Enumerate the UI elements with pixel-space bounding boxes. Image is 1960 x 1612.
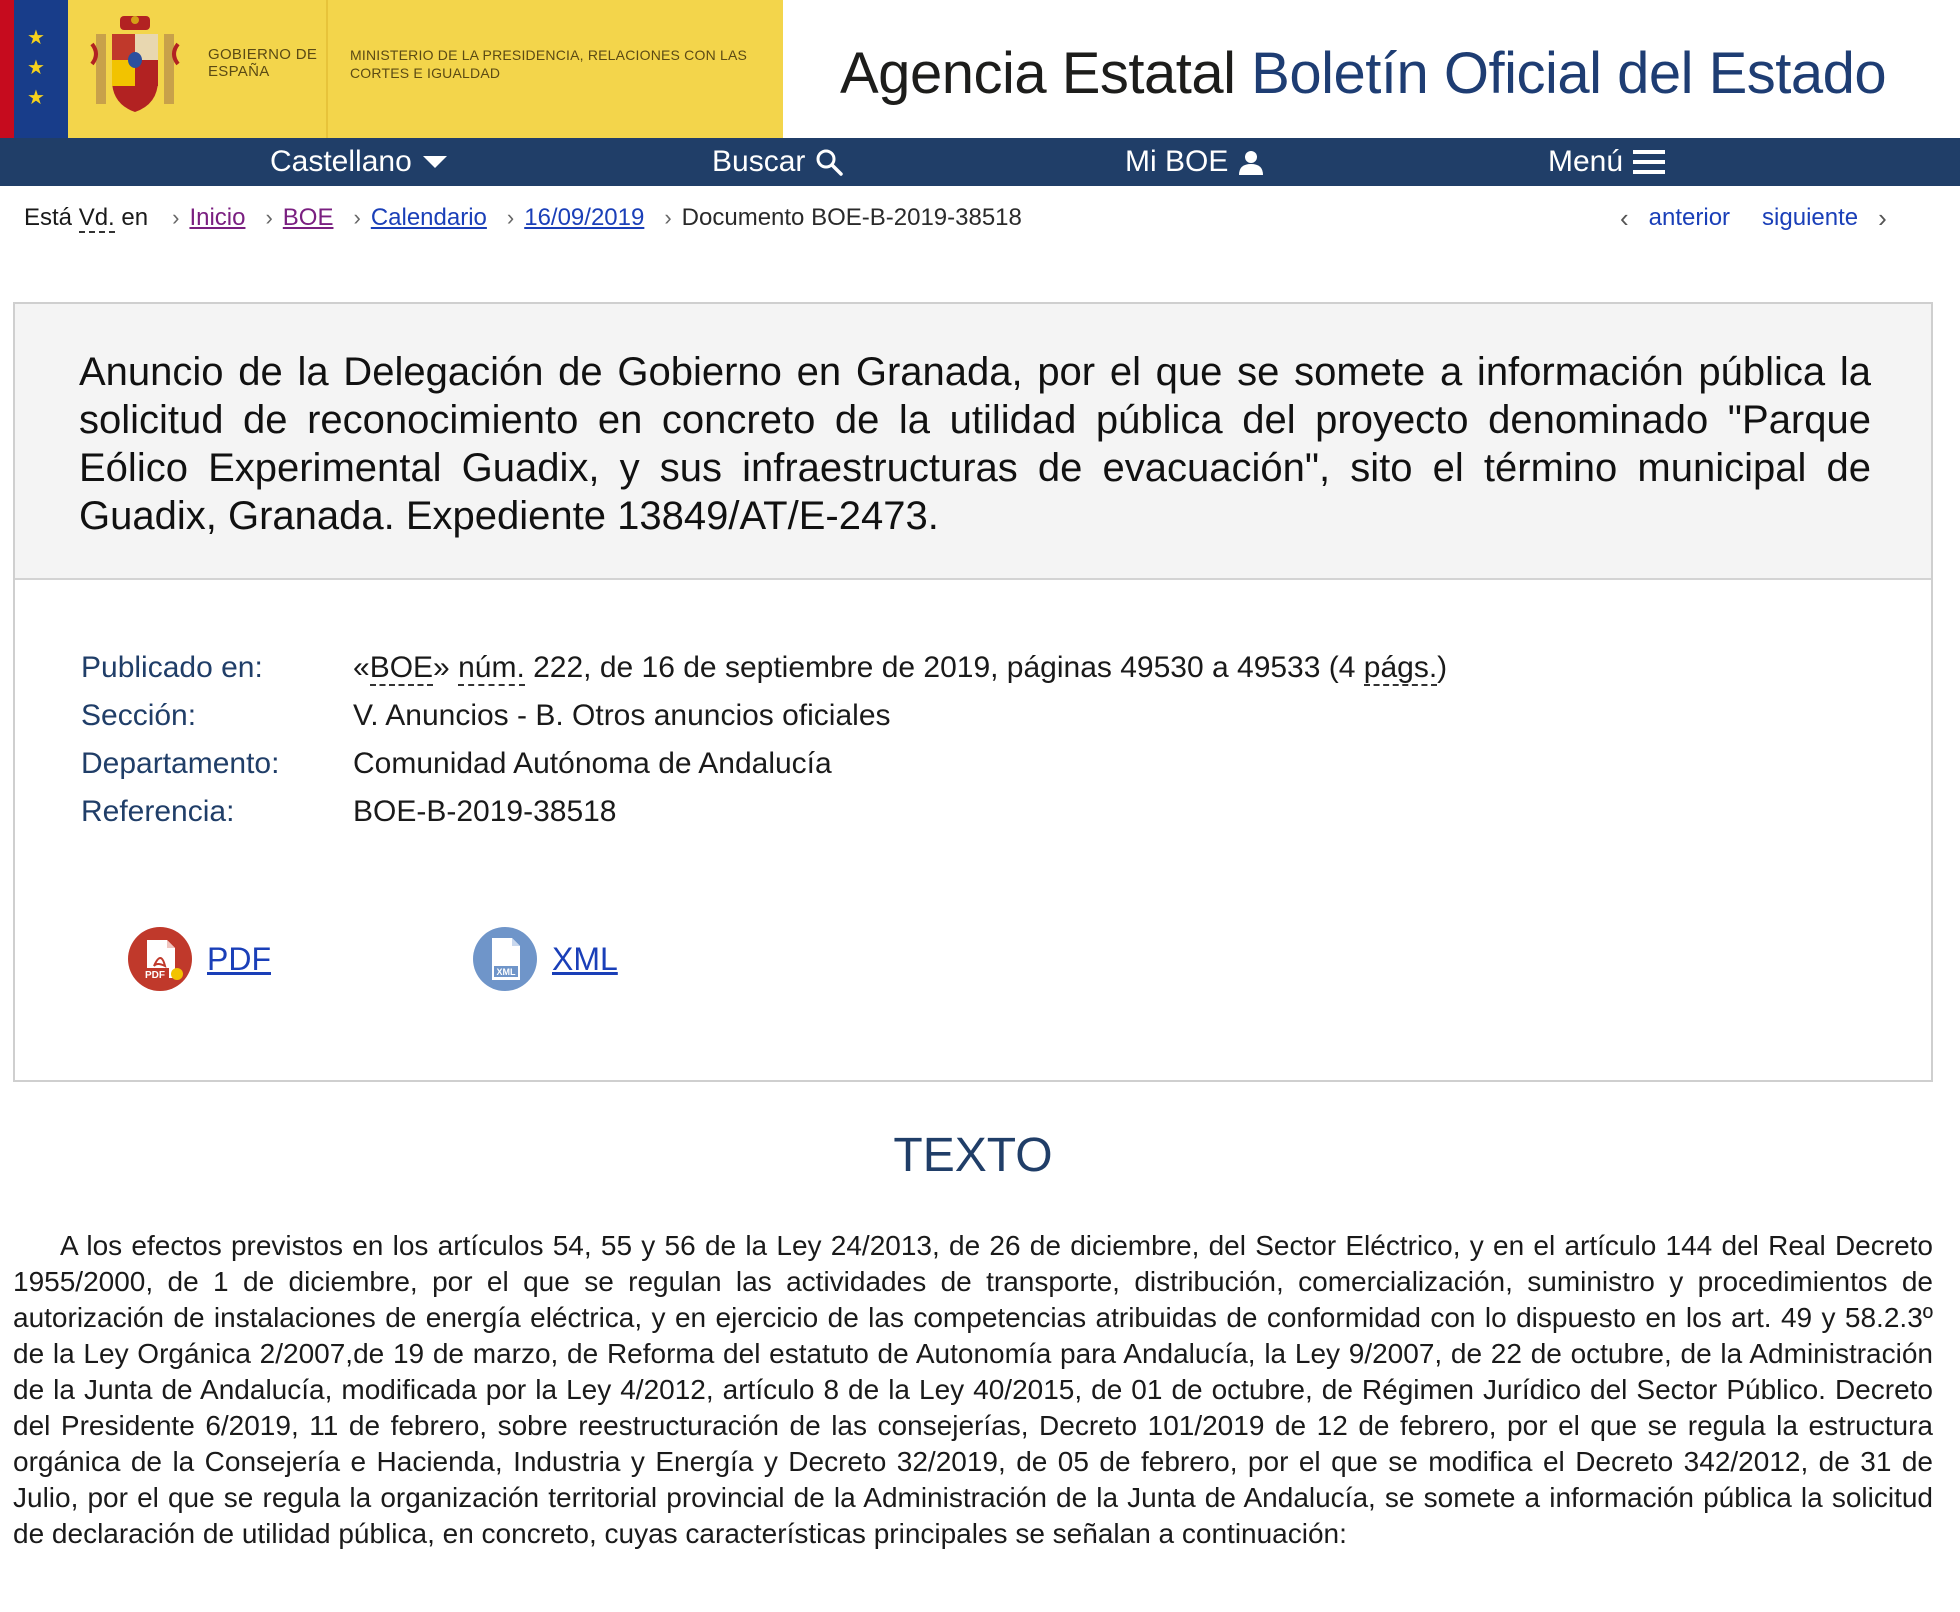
document-pager [1620, 200, 1887, 236]
language-label: Castellano [270, 145, 412, 178]
meta-row-section [81, 692, 1881, 740]
government-name: GOBIERNO DE ESPAÑA [208, 46, 318, 80]
xml-link[interactable]: XML [552, 940, 618, 977]
hamburger-icon [1633, 149, 1665, 175]
pdf-icon [127, 926, 193, 992]
site-title-prefix: Agencia Estatal [840, 41, 1236, 106]
document-title: Anuncio de la Delegación de Gobierno en Granada, por el que se somete a información pública la solicitud de reconocimiento en concreto de la utilidad pública del proyecto denominado "Parque Eólico Experimental Guadix, y sus infraestructuras de evacuación", sito el término municipal de Guadix, Granada. Expediente 13849/AT/E-2473. [79, 350, 1871, 538]
search-nav-label: Buscar [712, 145, 806, 178]
meta-value-reference: BOE-B-2019-38518 [353, 795, 617, 828]
coat-of-arms-icon [90, 14, 180, 120]
divider [326, 0, 328, 138]
meta-text: 222, de 16 de septiembre de 2019, páginas 49530 a 49533 (4 [524, 651, 1364, 684]
pdf-link[interactable]: PDF [207, 940, 271, 977]
abbr-pags: págs. [1363, 651, 1438, 684]
eu-flag-bar [14, 0, 68, 138]
document-summary [13, 302, 1933, 1082]
abbr-boe: BOE [369, 651, 434, 684]
pdf-icon-label: PDF [145, 970, 165, 981]
search-icon [815, 148, 843, 176]
meta-text: « [353, 651, 370, 684]
body-paragraph: A los efectos previstos en los artículos 54, 55 y 56 de la Ley 24/2013, de 26 de diciembre, del Sector Eléctrico, y en el artículo 144 del Real Decreto 1955/2000, de 1 de diciembre, por el que se regulan las actividades de transporte, distribución, comercialización, suministro y procedimientos de autorización de instalaciones de energía eléctrica, y en ejercicio de las competencias atribuidas de conformidad con lo dispuesto en los art. 49 y 58.2.3º de la Ley Orgánica 2/2007,de 19 de marzo, de Reforma del estatuto de Autonomía para Andalucía, la Ley 9/2007, de 22 de octubre, de la Administración de la Junta de Andalucía, modificada por la Ley 4/2012, artículo 8 de la Ley 40/2015, de 01 de octubre, de Régimen Jurídico del Sector Público. Decreto del Presidente 6/2019, 11 de febrero, sobre reestructuración de las consejerías, Decreto 101/2019 de 12 de febrero, por el que se regula la estructura orgánica de la Consejería e Hacienda, Industria y Energía y Decreto 32/2019, de 05 de febrero, por el que se modifica el Decreto 342/2012, de 31 de Julio, por el que se regula la organización territorial provincial de la Administración de la Junta de Andalucía, se somete a información pública la solicitud de declaración de utilidad pública, en concreto, cuyas características principales se señalan a continuación: [13, 1230, 1933, 1549]
texto-heading: TEXTO [893, 1129, 1053, 1182]
breadcrumb-prefix-text: Está [24, 204, 73, 231]
meta-label: Departamento: [81, 747, 280, 780]
breadcrumb-prefix-text: en [121, 204, 149, 231]
my-boe-button[interactable] [1125, 138, 1264, 186]
abbr-num: núm. [458, 651, 525, 684]
site-header [0, 0, 1960, 138]
breadcrumb-inicio[interactable]: Inicio [189, 204, 246, 231]
chevron-right-icon: › [353, 205, 361, 230]
government-logo-block[interactable] [68, 0, 783, 138]
meta-text: ) [1437, 651, 1448, 684]
user-icon [1238, 149, 1264, 175]
meta-value-department: Comunidad Autónoma de Andalucía [353, 747, 832, 780]
xml-icon [472, 926, 538, 992]
caret-down-icon [422, 154, 448, 170]
meta-value-published [353, 651, 1447, 685]
star-icon: ★ [27, 27, 45, 49]
meta-label: Referencia: [81, 795, 235, 828]
menu-label: Menú [1548, 145, 1624, 178]
menu-button[interactable] [1548, 138, 1665, 186]
star-icon: ★ [27, 57, 45, 79]
main-nav [0, 138, 1960, 186]
meta-label: Sección: [81, 699, 197, 732]
my-boe-label: Mi BOE [1125, 145, 1229, 178]
spain-flag-strip [0, 0, 14, 138]
chevron-right-icon: › [172, 205, 180, 230]
site-title-name: Boletín Oficial del Estado [1251, 41, 1887, 106]
chevron-left-icon: ‹ [1620, 202, 1629, 233]
meta-text: » [433, 651, 459, 684]
meta-row-reference [81, 788, 1881, 836]
chevron-right-icon: › [265, 205, 273, 230]
breadcrumb-abbr: Vd. [78, 204, 115, 231]
meta-row-department [81, 740, 1881, 788]
star-icon: ★ [27, 87, 45, 109]
breadcrumb-current: Documento BOE-B-2019-38518 [681, 204, 1022, 231]
chevron-right-icon: › [506, 205, 515, 230]
chevron-right-icon: › [664, 205, 672, 230]
meta-label: Publicado en: [81, 651, 263, 684]
ministry-name: MINISTERIO DE LA PRESIDENCIA, RELACIONES CON LAS CORTES E IGUALDAD [350, 47, 748, 81]
search-nav-button[interactable] [712, 138, 843, 186]
xml-download[interactable] [472, 926, 618, 992]
breadcrumb-boe[interactable]: BOE [282, 204, 334, 231]
language-selector[interactable] [270, 138, 448, 186]
meta-value-section: V. Anuncios - B. Otros anuncios oficiales [353, 699, 891, 732]
pdf-download[interactable] [127, 926, 271, 992]
breadcrumb-prefix [24, 204, 148, 232]
meta-row-published [81, 644, 1881, 692]
chevron-right-icon: › [1878, 202, 1887, 233]
breadcrumb [24, 200, 1022, 236]
site-title[interactable] [840, 40, 1886, 107]
xml-icon-label: XML [496, 967, 516, 977]
breadcrumb-date[interactable]: 16/09/2019 [524, 204, 645, 231]
document-title-area [15, 304, 1931, 580]
breadcrumb-calendario[interactable]: Calendario [370, 204, 487, 231]
previous-link[interactable]: anterior [1648, 204, 1731, 231]
next-link[interactable]: siguiente [1762, 204, 1859, 231]
document-metadata [81, 644, 1881, 836]
